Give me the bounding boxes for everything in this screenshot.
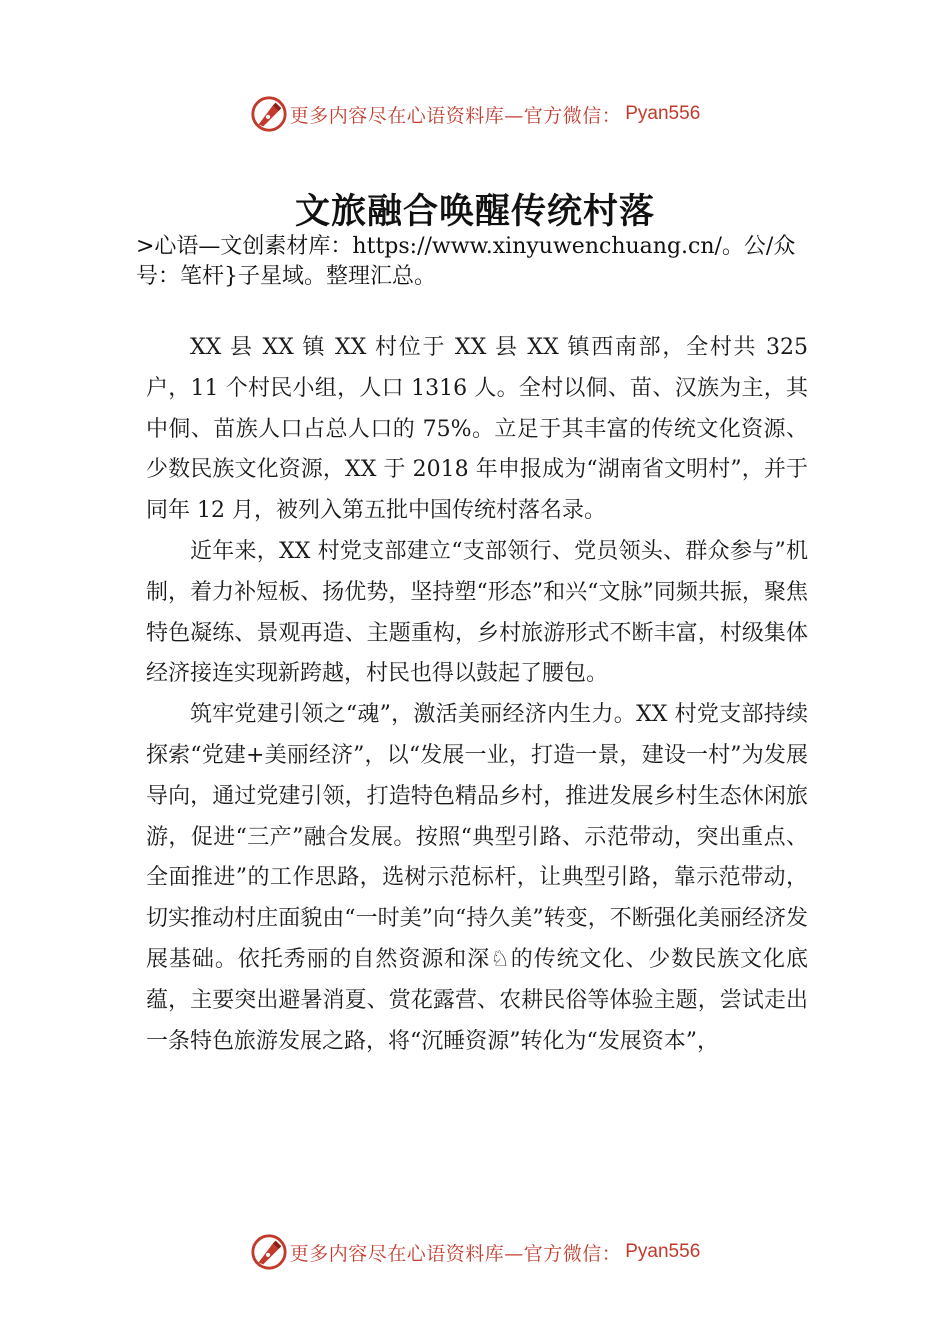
banner-wechat-id: Pyan556 bbox=[625, 103, 701, 124]
footer-banner bbox=[0, 1232, 950, 1272]
document-title: 文旅融合唤醒传统村落 bbox=[294, 191, 655, 232]
body-paragraph: 近年来，XX 村党支部建立“支部领行、党员领头、群众参与”机制，着力补短板、扬优势，坚持塑“形态”和兴“文脉”同频共振，聚焦特色凝练、景观再造、主题重构，乡村旅游形式不断丰富，村级集体经济接连实现新跨越，村民也得以鼓起了腰包。 bbox=[146, 538, 808, 687]
banner-text: 更多内容尽在心语资料库—官方微信： bbox=[289, 1242, 622, 1265]
body-paragraph: 筑牢党建引领之“魂”，激活美丽经济内生力。XX 村党支部持续探索“党建+美丽经济”，以“发展一业，打造一景，建设一村”为发展导向，通过党建引领，打造特色精品乡村，推进发展乡村生态休闲旅游，促进“三产”融合发展。按照“典型引路、示范带动，突出重点、全面推进”的工作思路，选树示范标杆，让典型引路，靠示范带动，切实推动村庄面貌由“一时美”向“持久美”转变，不断强化美丽经济发展基础。依托秀丽的自然资源和深♘的传统文化、少数民族文化底蕴，主要突出避暑消夏、赏花露营、农耕民俗等体验主题，尝试走出一条特色旅游发展之路，将“沉睡资源”转化为“发展资本”， bbox=[146, 702, 808, 1054]
document-body bbox=[146, 328, 808, 1062]
source-note: >心语—文创素材库：https://www.xinyuwenchuang.cn/。公/众号：笔杆}子星域。整理汇总。 bbox=[136, 234, 796, 289]
header-banner bbox=[0, 94, 950, 134]
body-paragraph: XX 县 XX 镇 XX 村位于 XX 县 XX 镇西南部，全村共 325 户，11 个村民小组，人口 1316 人。全村以侗、苗、汉族为主，其中侗、苗族人口占总人口的 75%。立足于其丰富的传统文化资源、少数民族文化资源，XX 于 2018 年申报成为“湖南省文明村”，并于同年 12 月，被列入第五批中国传统村落名录。 bbox=[146, 335, 808, 524]
banner-wechat-id: Pyan556 bbox=[625, 1241, 701, 1262]
banner-text: 更多内容尽在心语资料库—官方微信： bbox=[289, 104, 622, 127]
pen-nib-logo-icon bbox=[250, 95, 288, 133]
pen-nib-logo-icon bbox=[250, 1233, 288, 1271]
